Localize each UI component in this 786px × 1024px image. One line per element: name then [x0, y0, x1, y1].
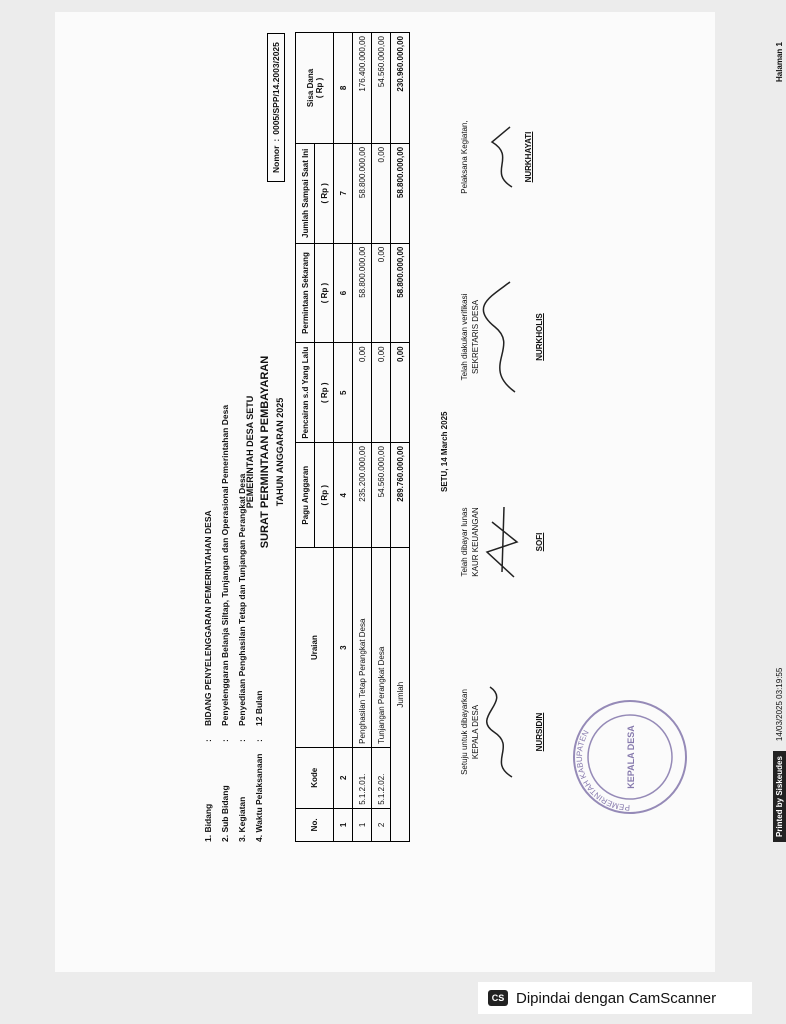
signature-mark — [480, 277, 525, 397]
meta-sub-bidang: 2. Sub Bidang : Penyelenggaran Belanja Siltap, Tunjangan dan Operasional Pemerintahan Desa — [220, 404, 230, 842]
camscanner-text: Dipindai dengan CamScanner — [516, 989, 717, 1007]
signature-pelaksana-kegiatan: Pelaksana Kegiatan, NURKHAYATI — [460, 92, 533, 222]
signature-sekretaris-desa: Telah diakukan verifikasi SEKRETARIS DESA NURKHOLIS — [460, 272, 544, 402]
svg-text:PEMERINTAH KABUPATEN: PEMERINTAH KABUPATEN — [574, 728, 631, 813]
index-cell: 2 — [334, 747, 353, 808]
col-kode: Kode — [296, 747, 334, 808]
place-date: SETU, 14 March 2025 — [440, 411, 449, 492]
table-row: 2 5.1.2.02. Tunjangan Perangkat Desa 54.560.000,00 0,00 0,00 0,00 54.560.000,00 — [372, 33, 391, 842]
org-name: PEMERINTAH DESA SETU — [245, 395, 255, 509]
total-row: Jumlah 289.760.000,00 0,00 58.800.000,00 58.800.000,00 230.960.000,00 — [391, 33, 410, 842]
table-row: 1 5.1.2.01. Penghasilan Tetap Perangkat Desa 235.200.000,00 0,00 58.800.000,00 58.800.000,00 176.400.000,00 — [353, 33, 372, 842]
unit-cell: ( Rp ) — [315, 243, 334, 343]
payment-table — [295, 32, 410, 842]
camscanner-logo-icon: CS — [488, 990, 508, 1006]
col-no: No. — [296, 808, 334, 841]
doc-title: SURAT PERMINTAAN PEMBAYARAN — [259, 355, 271, 549]
index-cell: 4 — [334, 443, 353, 548]
col-jumlah: Jumlah Sampai Saat Ini — [296, 143, 315, 243]
col-permintaan: Permintaan Sekarang — [296, 243, 315, 343]
index-cell: 5 — [334, 343, 353, 443]
signature-kaur-keuangan: Telah dibayar lunas KAUR KEUANGAN SOFI — [460, 482, 544, 602]
col-pencairan: Pencairan s.d Yang Lalu — [296, 343, 315, 443]
budget-year: TAHUN ANGGARAN 2025 — [275, 397, 285, 507]
meta-kegiatan: 3. Kegiatan : Penyediaan Penghasilan Tetap dan Tunjangan Perangkat Desa — [237, 473, 247, 842]
col-pagu: Pagu Anggaran — [296, 443, 315, 548]
index-row — [334, 33, 353, 842]
signature-kepala-desa: Setuju untuk dibayarkan KEPALA DESA NURSIDIN — [460, 672, 544, 792]
signature-mark — [482, 117, 522, 197]
header-row — [296, 33, 315, 842]
signature-mark — [482, 682, 522, 782]
index-cell: 1 — [334, 808, 353, 841]
unit-cell: ( Rp ) — [315, 143, 334, 243]
camscanner-watermark — [478, 982, 752, 1014]
meta-waktu: 4. Waktu Pelaksanaan : 12 Bulan — [254, 690, 264, 842]
index-cell: 8 — [334, 33, 353, 144]
unit-cell: ( Rp ) — [315, 443, 334, 548]
index-cell: 7 — [334, 143, 353, 243]
print-info: Printed by Siskeudes 14/03/2025 03:19:55 — [773, 668, 786, 842]
svg-text:KEPALA DESA: KEPALA DESA — [626, 725, 636, 789]
col-uraian: Uraian — [296, 548, 334, 747]
document-content — [175, 32, 784, 872]
meta-bidang: 1. Bidang : BIDANG PENYELENGGARAN PEMERINTAHAN DESA — [203, 510, 213, 842]
official-stamp — [570, 697, 690, 817]
index-cell: 6 — [334, 243, 353, 343]
index-cell: 3 — [334, 548, 353, 747]
signature-mark — [482, 492, 522, 592]
page-number: Halaman 1 — [775, 42, 784, 83]
col-sisa: Sisa Dana ( Rp ) — [296, 33, 334, 144]
unit-cell: ( Rp ) — [315, 343, 334, 443]
scanned-page — [55, 12, 784, 972]
document-number: Nomor : 0005/SPP/14.2003/2025 — [267, 33, 285, 182]
